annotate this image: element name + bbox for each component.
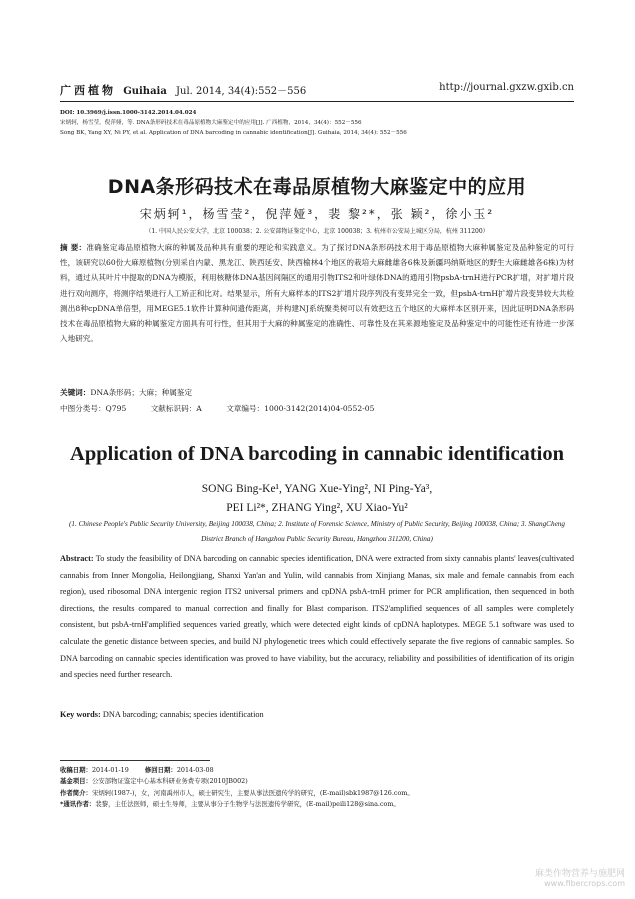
citation-cn: 宋炳轲，杨雪莹，倪萍娅，等. DNA条形码技术在毒品原植物大麻鉴定中的应用[J]. 广西植物，2014，34(4)：552－556	[60, 120, 362, 126]
footnote-corresponding	[60, 799, 574, 810]
abstract-cn-label: 摘 要：	[60, 243, 87, 252]
footnote-fund	[60, 776, 574, 787]
keywords-cn	[60, 385, 574, 400]
corresponding-text: 裴黎，主任法医师，硕士生导师，主要从事分子生物学与法医遗传学研究，(E-mail)peili128@sina.com。	[95, 799, 400, 808]
watermark-line1: 麻类作物营养与施肥网	[534, 869, 625, 879]
keywords-cn-text: DNA条形码；大麻；种属鉴定	[90, 388, 193, 397]
clc-number: 中图分类号：Q795	[60, 404, 127, 413]
affiliation-en: (1. Chinese People's Public Security University, Beijing 100038, China; 2. Institute of Forensic Science, Ministry of Public Security, Beijing 100038, China; 3. ShangCheng District Branch of Hangzhou Public Security Bureau, Hangzhou 311200, China)	[69, 520, 565, 543]
received-date: 2014-01-19	[91, 766, 129, 774]
citation-en: Song BK, Yang XY, Ni PY, et al. Application of DNA barcoding in cannabic identification[J]. Guihaia, 2014, 34(4): 552－556	[60, 130, 407, 136]
keywords-en	[60, 707, 574, 723]
title-cn: DNA条形码技术在毒品原植物大麻鉴定中的应用	[107, 176, 527, 198]
watermark-line2: www.fibercrops.com	[544, 879, 625, 888]
authors-cn: 宋炳轲¹，杨雪莹²，倪萍娅³，裴 黎²*，张 颖²，徐小玉²	[139, 207, 495, 221]
abstract-cn-text: 准确鉴定毒品原植物大麻的种属及品种具有重要的理论和实践意义。为了探讨DNA条形码技术用于毒品原植物大麻种属鉴定及品种鉴定的可行性，该研究以60份大麻原植物(分别采自内蒙、黑龙江、陕西延安、陕西榆林4个地区的栽培大麻雌雄各6株及新疆玛纳斯地区的野生大麻雌雄各6株)为材料，通过从其叶片中提取的DNA为模版，利用核糖体DNA基因间隔区的通用引物ITS2和叶绿体DNA的通用引物psbA-trnH进行PCR扩增，对扩增片段进行双向测序，将测序结果进行人工矫正和比对。结果显示，所有大麻样本的ITS2扩增片段序列没有变异完全一致，但psbA-trnH扩增片段变异较大共检测出8种cpDNA单倍型，用MEGE5.1软件计算种间遗传距离，并构建NJ系统聚类树可以有效把这五个地区的大麻样本区别开来，因此证明DNA条形码技术在毒品原植物大麻的种属鉴定方面具有可行性，但其用于大麻的种属鉴定的准确性、可靠性及在其来源地鉴定及品种鉴定中的可能性还有待进一步深入地研究。	[60, 243, 574, 344]
footnotes	[60, 765, 574, 810]
issue-info: Jul. 2014, 34(4):552－556	[176, 86, 307, 97]
document-code: 文献标识码：A	[150, 404, 202, 413]
footnote-rule	[60, 760, 210, 761]
header-rule	[60, 101, 574, 102]
abstract-en	[60, 551, 574, 684]
author-bio-label: 作者简介：	[60, 788, 92, 797]
journal-url[interactable]: http://journal.gxzw.gxib.cn	[439, 82, 574, 93]
affiliation-cn: （1. 中国人民公安大学，北京 100038；2. 公安部物证鉴定中心，北京 100038；3. 杭州市公安局上城区分局，杭州 311200）	[145, 228, 489, 235]
revised-date: 2014-03-08	[176, 766, 214, 774]
corresponding-label: *通讯作者：	[60, 799, 96, 808]
fund-label: 基金项目：	[60, 777, 92, 786]
footnote-author	[60, 788, 574, 799]
abstract-en-text: To study the feasibility of DNA barcoding on cannabic species identification, DNA were extracted from sixty cannabis plants' leaves(cultivated cannabis from Inner Mongolia, Heilongjiang, Shanxi Yan'an and Yulin, wild cannabis from Xinjiang Manas, six male and female cannabis from each region), used ribosomal DNA intergenic region ITS2 universal primers and cpDNA psbA-trnH primer for PCR amplification, then sequenced in both directions, the results compared to manual correction and finally for Blast comparison. ITS2'amplified sequences of all samples were completely consistent, but psbA-trnH'amplified sequences varied greatly, which were detected eight kinds of cpDNA haplotypes. MEGE 5.1 software was used to calculate the genetic distance between species, and build NJ phylogenetic trees which could effectively separate the five regions of cannabic samples. So DNA barcoding on cannabic species identification was proved to have viability, but the accuracy, reliability and possibilities of identification of its origin and species need further research.	[60, 554, 574, 680]
authors-en-line2: PEI Li²*, ZHANG Ying², XU Xiao-Yu²	[226, 502, 408, 514]
journal-name-en: Guihaia	[123, 86, 167, 97]
revised-label: 修回日期：	[144, 766, 177, 774]
article-number: 文章编号：1000-3142(2014)04-0552-05	[226, 404, 375, 413]
citation-block	[60, 108, 574, 138]
keywords-en-label: Key words:	[60, 710, 101, 719]
doi: DOI: 10.3969/j.issn.1000-3142.2014.04.024	[60, 110, 197, 116]
authors-en	[60, 480, 574, 518]
received-label: 收稿日期：	[60, 766, 92, 774]
abstract-en-label: Abstract:	[60, 554, 94, 563]
keywords-cn-label: 关键词：	[60, 388, 91, 397]
footnote-dates	[60, 765, 574, 776]
journal-name-cn: 广西植物	[60, 84, 116, 97]
abstract-cn	[60, 240, 574, 346]
authors-en-line1: SONG Bing-Ke¹, YANG Xue-Ying², NI Ping-Ya³,	[201, 483, 433, 495]
watermark	[535, 866, 625, 888]
fund-text: 公安部物证鉴定中心基本科研业务费专项(2010JB002)	[91, 777, 248, 786]
classification-cn	[60, 401, 574, 416]
running-header	[60, 82, 574, 102]
keywords-en-text: DNA barcoding; cannabis; species identification	[102, 710, 264, 719]
author-bio-text: 宋炳轲(1987-)，女，河南禹州市人，硕士研究生，主要从事法医遗传学的研究，(E-mail)sbk1987@126.com。	[91, 788, 414, 797]
title-en: Application of DNA barcoding in cannabic identification	[70, 443, 564, 465]
